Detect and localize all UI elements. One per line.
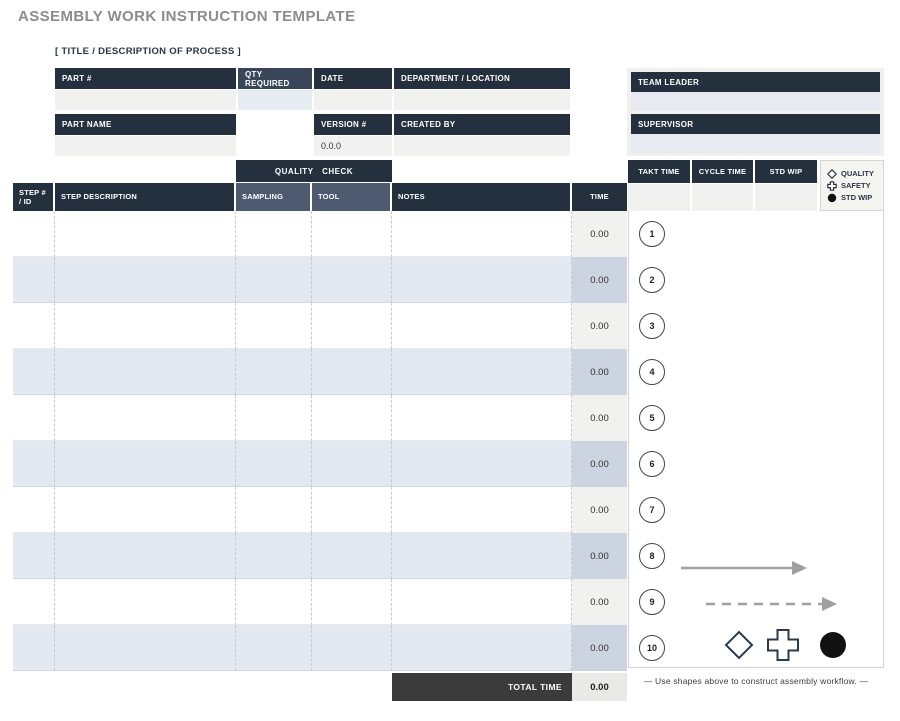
steps-table-body xyxy=(13,211,627,671)
table-row xyxy=(13,349,627,395)
table-row xyxy=(13,579,627,625)
workflow-step-circle: 10 xyxy=(639,635,665,661)
workflow-step-circle: 1 xyxy=(639,221,665,247)
workflow-step-circle: 4 xyxy=(639,359,665,385)
team-leader-header: TEAM LEADER xyxy=(631,72,880,92)
team-leader-field[interactable] xyxy=(631,92,880,111)
date-header: DATE xyxy=(314,68,392,89)
takt-time-header: TAKT TIME xyxy=(628,160,690,183)
leadership-info-table xyxy=(627,68,884,156)
table-row xyxy=(13,395,627,441)
department-field[interactable] xyxy=(394,90,570,110)
description-cell[interactable] xyxy=(55,533,236,579)
cycle-time-field[interactable] xyxy=(692,184,753,211)
legend-safety xyxy=(827,181,883,191)
sampling-cell[interactable] xyxy=(236,349,312,395)
quality-diamond-shape xyxy=(726,632,752,658)
created-by-header: CREATED BY xyxy=(394,114,570,135)
steps-table-header-row xyxy=(13,183,627,211)
workflow-shapes xyxy=(629,211,883,666)
time-cell[interactable]: 0.00 xyxy=(572,349,627,395)
step-id-cell[interactable] xyxy=(13,579,55,625)
workflow-canvas[interactable] xyxy=(628,211,884,668)
step-id-cell[interactable] xyxy=(13,625,55,671)
tool-cell[interactable] xyxy=(312,349,392,395)
page-title: ASSEMBLY WORK INSTRUCTION TEMPLATE xyxy=(18,8,356,25)
workflow-panel xyxy=(628,160,884,712)
notes-cell[interactable] xyxy=(392,211,572,257)
dashed-arrow xyxy=(706,597,837,611)
step-id-cell[interactable] xyxy=(13,487,55,533)
tool-cell[interactable] xyxy=(312,211,392,257)
std-wip-dot-shape xyxy=(820,632,846,658)
tool-cell[interactable] xyxy=(312,441,392,487)
notes-cell[interactable] xyxy=(392,579,572,625)
description-cell[interactable] xyxy=(55,579,236,625)
workflow-step-circle: 2 xyxy=(639,267,665,293)
tool-cell[interactable] xyxy=(312,625,392,671)
table-row xyxy=(13,533,627,579)
date-field[interactable] xyxy=(314,90,392,110)
cross-outline-icon xyxy=(827,181,837,191)
tool-cell[interactable] xyxy=(312,257,392,303)
sampling-cell[interactable] xyxy=(236,257,312,303)
sampling-cell[interactable] xyxy=(236,533,312,579)
table-row xyxy=(13,487,627,533)
col-header-description: STEP DESCRIPTION xyxy=(55,183,236,211)
description-cell[interactable] xyxy=(55,303,236,349)
tool-cell[interactable] xyxy=(312,303,392,349)
step-id-cell[interactable] xyxy=(13,441,55,487)
step-id-cell[interactable] xyxy=(13,211,55,257)
sampling-cell[interactable] xyxy=(236,487,312,533)
cycle-time-header: CYCLE TIME xyxy=(692,160,753,183)
table-row xyxy=(13,625,627,671)
filled-circle-icon xyxy=(827,193,837,203)
quality-check-header: QUALITY CHECK xyxy=(236,160,392,182)
description-cell[interactable] xyxy=(55,211,236,257)
notes-cell[interactable] xyxy=(392,257,572,303)
notes-cell[interactable] xyxy=(392,349,572,395)
time-cell[interactable]: 0.00 xyxy=(572,625,627,671)
tool-cell[interactable] xyxy=(312,487,392,533)
time-cell[interactable]: 0.00 xyxy=(572,395,627,441)
supervisor-header: SUPERVISOR xyxy=(631,114,880,134)
notes-cell[interactable] xyxy=(392,395,572,441)
sampling-cell[interactable] xyxy=(236,441,312,487)
workflow-step-circle: 9 xyxy=(639,589,665,615)
part-name-field[interactable] xyxy=(55,136,236,156)
workflow-step-circle: 5 xyxy=(639,405,665,431)
sampling-cell[interactable] xyxy=(236,211,312,257)
time-cell[interactable]: 0.00 xyxy=(572,257,627,303)
total-time-value: 0.00 xyxy=(572,673,627,701)
step-id-cell[interactable] xyxy=(13,303,55,349)
step-id-cell[interactable] xyxy=(13,395,55,441)
description-cell[interactable] xyxy=(55,625,236,671)
notes-cell[interactable] xyxy=(392,487,572,533)
time-cell[interactable]: 0.00 xyxy=(572,579,627,625)
shape-legend xyxy=(820,160,884,211)
time-cell[interactable]: 0.00 xyxy=(572,533,627,579)
legend-safety-label: SAFETY xyxy=(841,181,871,190)
part-name-header: PART NAME xyxy=(55,114,236,135)
std-wip-field[interactable] xyxy=(755,184,817,211)
department-header: DEPARTMENT / LOCATION xyxy=(394,68,570,89)
safety-cross-shape xyxy=(768,630,798,660)
time-cell[interactable]: 0.00 xyxy=(572,487,627,533)
takt-time-field[interactable] xyxy=(628,184,690,211)
description-cell[interactable] xyxy=(55,487,236,533)
created-by-field[interactable] xyxy=(394,136,570,156)
table-row xyxy=(13,257,627,303)
tool-cell[interactable] xyxy=(312,533,392,579)
workflow-step-circle: 3 xyxy=(639,313,665,339)
legend-std-wip-label: STD WIP xyxy=(841,193,873,202)
step-id-cell[interactable] xyxy=(13,257,55,303)
step-id-cell[interactable] xyxy=(13,349,55,395)
version-field[interactable]: 0.0.0 xyxy=(314,136,392,156)
supervisor-field[interactable] xyxy=(631,134,880,153)
work-steps-table xyxy=(13,160,627,701)
notes-cell[interactable] xyxy=(392,441,572,487)
description-cell[interactable] xyxy=(55,349,236,395)
process-title-placeholder: [ TITLE / DESCRIPTION OF PROCESS ] xyxy=(55,46,241,57)
tool-cell[interactable] xyxy=(312,395,392,441)
workflow-instruction-note: — Use shapes above to construct assembly workflow. — xyxy=(643,676,869,686)
tool-cell[interactable] xyxy=(312,579,392,625)
qty-required-header: QTY REQUIRED xyxy=(238,68,312,89)
part-number-header: PART # xyxy=(55,68,236,89)
workflow-step-circle: 8 xyxy=(639,543,665,569)
table-row xyxy=(13,211,627,257)
part-number-field[interactable] xyxy=(55,90,236,110)
time-cell[interactable]: 0.00 xyxy=(572,303,627,349)
diamond-outline-icon xyxy=(827,169,837,179)
col-header-sampling: SAMPLING xyxy=(236,183,312,211)
sampling-cell[interactable] xyxy=(236,625,312,671)
total-time-label: TOTAL TIME xyxy=(392,673,572,701)
legend-quality-label: QUALITY xyxy=(841,169,874,178)
version-header: VERSION # xyxy=(314,114,392,135)
qty-required-field[interactable] xyxy=(238,90,312,110)
notes-cell[interactable] xyxy=(392,533,572,579)
workflow-step-circle: 6 xyxy=(639,451,665,477)
table-row xyxy=(13,441,627,487)
col-header-step-id: STEP # / ID xyxy=(13,183,55,211)
legend-quality xyxy=(827,169,883,179)
col-header-tool: TOOL xyxy=(312,183,392,211)
time-cell[interactable]: 0.00 xyxy=(572,211,627,257)
description-cell[interactable] xyxy=(55,395,236,441)
part-info-table xyxy=(55,68,570,156)
workflow-step-circle: 7 xyxy=(639,497,665,523)
solid-arrow xyxy=(681,561,807,575)
sampling-cell[interactable] xyxy=(236,579,312,625)
step-id-cell[interactable] xyxy=(13,533,55,579)
legend-std-wip xyxy=(827,193,883,203)
description-cell[interactable] xyxy=(55,441,236,487)
notes-cell[interactable] xyxy=(392,303,572,349)
description-cell[interactable] xyxy=(55,257,236,303)
sampling-cell[interactable] xyxy=(236,395,312,441)
col-header-time: TIME xyxy=(572,183,627,211)
notes-cell[interactable] xyxy=(392,625,572,671)
sampling-cell[interactable] xyxy=(236,303,312,349)
col-header-notes: NOTES xyxy=(392,183,572,211)
table-row xyxy=(13,303,627,349)
time-cell[interactable]: 0.00 xyxy=(572,441,627,487)
std-wip-header: STD WIP xyxy=(755,160,817,183)
